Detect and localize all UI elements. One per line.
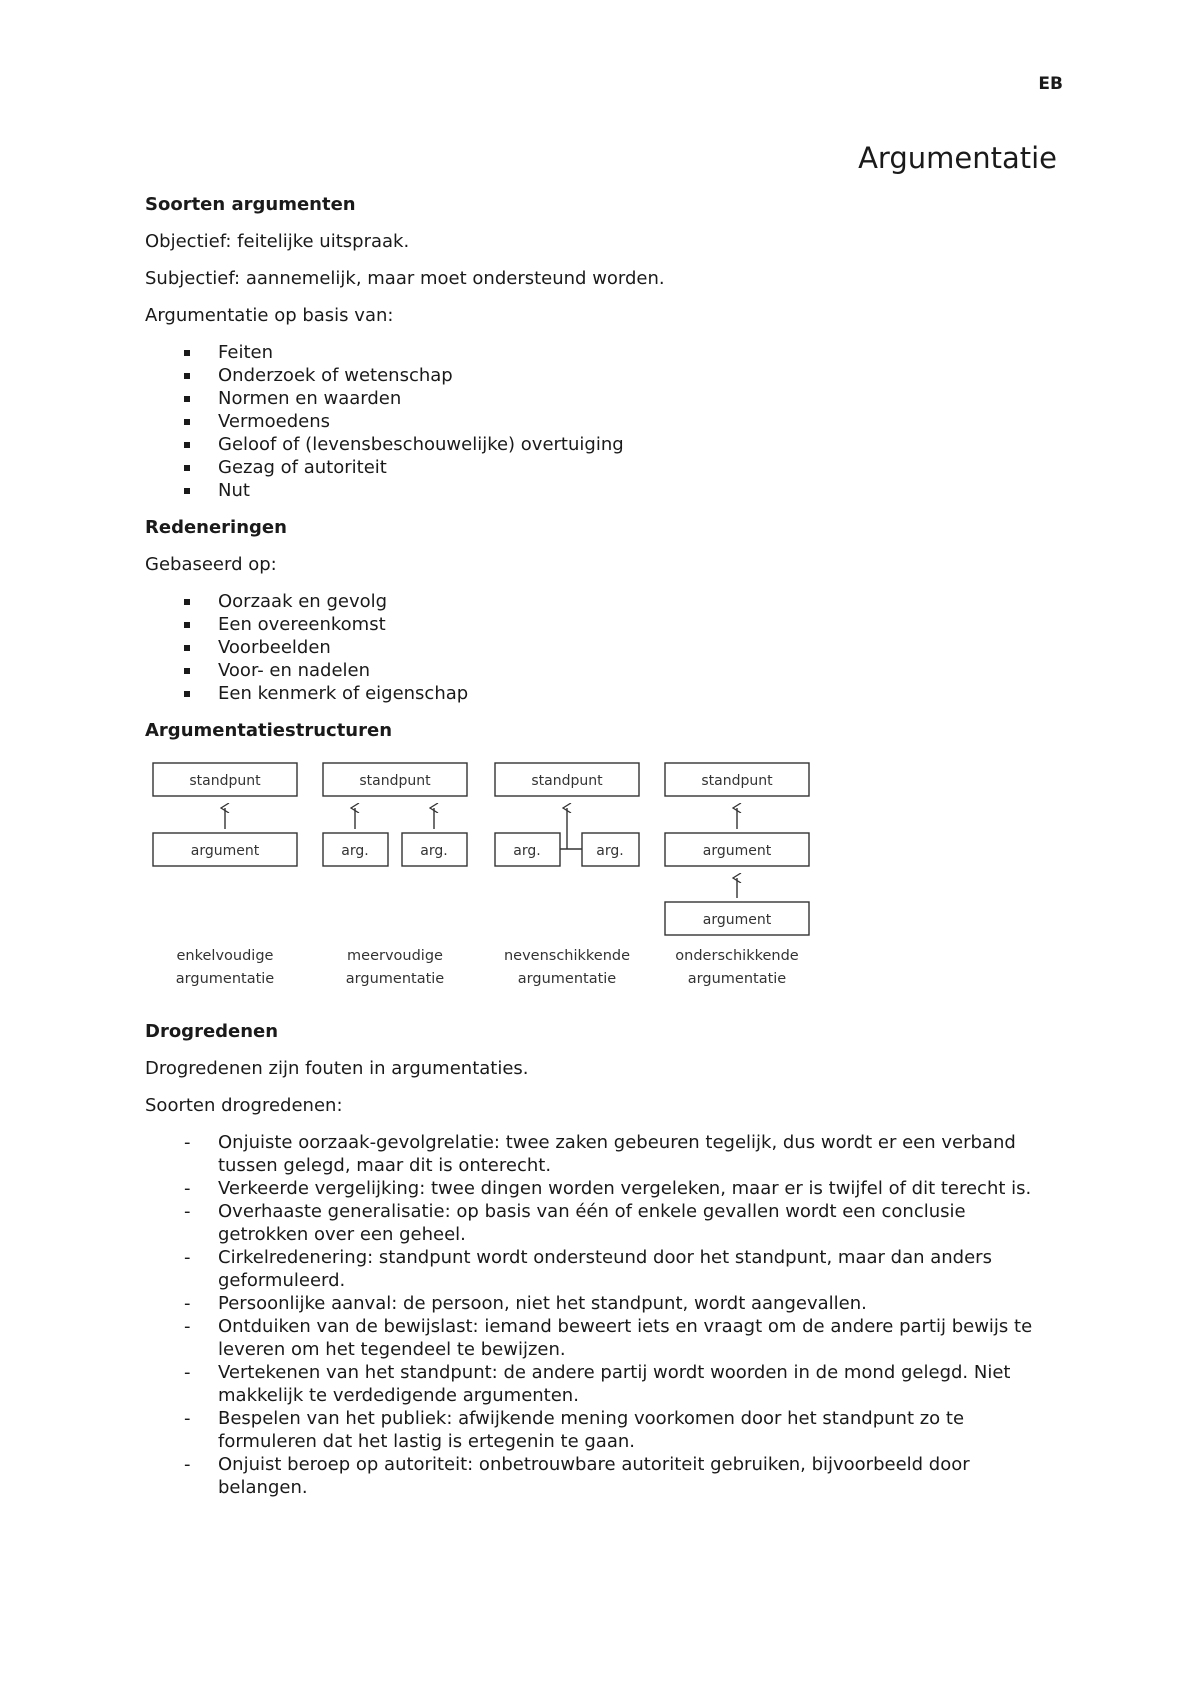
heading-redeneringen: Redeneringen: [145, 517, 287, 538]
list-item: Een overeenkomst: [145, 613, 1065, 636]
list-item: Oorzaak en gevolg: [145, 590, 1065, 613]
paragraph-subjectief: Subjectief: aannemelijk, maar moet ondersteund worden.: [145, 268, 665, 289]
list-item: - Bespelen van het publiek: afwijkende mening voorkomen door het standpunt zo te formuleren dat het lastig is ertegenin te gaan.: [145, 1407, 1065, 1453]
list-item: - Ontduiken van de bewijslast: iemand beweert iets en vraagt om de andere partij bewijs te leveren om het tegendeel te bewijzen.: [145, 1315, 1065, 1361]
list-item: - Verkeerde vergelijking: twee dingen worden vergeleken, maar er is twijfel of dit terecht is.: [145, 1177, 1065, 1200]
list-item: - Cirkelredenering: standpunt wordt ondersteund door het standpunt, maar dan anders geformuleerd.: [145, 1246, 1065, 1292]
label-argument-4a: argument: [702, 843, 772, 859]
list-argument-bases: [145, 341, 1065, 502]
label-arg-3a: arg.: [513, 843, 541, 859]
list-drogredenen: [145, 1131, 1065, 1499]
list-item: - Onjuiste oorzaak-gevolgrelatie: twee zaken gebeuren tegelijk, dus wordt er een verband tussen gelegd, maar dit is onterecht.: [145, 1131, 1065, 1177]
list-item: Feiten: [145, 341, 1065, 364]
heading-argumentatiestructuren: Argumentatiestructuren: [145, 720, 393, 741]
paragraph-soorten-drogredenen: Soorten drogredenen:: [145, 1095, 343, 1116]
label-arg-3b: arg.: [596, 843, 624, 859]
caption-4-line2: argumentatie: [687, 971, 787, 987]
paragraph-objectief: Objectief: feitelijke uitspraak.: [145, 231, 410, 252]
header-initials: EB: [1038, 74, 1063, 94]
argumentation-structures-diagram: [145, 756, 810, 1006]
list-item: Nut: [145, 479, 1065, 502]
label-argument-1: argument: [190, 843, 260, 859]
label-arg-2a: arg.: [341, 843, 369, 859]
page-title: Argumentatie: [858, 141, 1057, 175]
list-item: Vermoedens: [145, 410, 1065, 433]
diagram-svg: [145, 756, 810, 1006]
list-item: Onderzoek of wetenschap: [145, 364, 1065, 387]
document-content: [145, 193, 1065, 1499]
caption-1-line1: enkelvoudige: [176, 948, 274, 964]
label-standpunt-2: standpunt: [359, 773, 431, 789]
label-arg-2b: arg.: [420, 843, 448, 859]
list-item: - Persoonlijke aanval: de persoon, niet het standpunt, wordt aangevallen.: [145, 1292, 1065, 1315]
list-item: Geloof of (levensbeschouwelijke) overtuiging: [145, 433, 1065, 456]
paragraph-gebaseerd-op: Gebaseerd op:: [145, 554, 277, 575]
list-item: Een kenmerk of eigenschap: [145, 682, 1065, 705]
caption-3-line2: argumentatie: [517, 971, 617, 987]
list-item: - Overhaaste generalisatie: op basis van één of enkele gevallen wordt een conclusie getrokken over een geheel.: [145, 1200, 1065, 1246]
list-item: Voor- en nadelen: [145, 659, 1065, 682]
label-standpunt-3: standpunt: [531, 773, 603, 789]
caption-4-line1: onderschikkende: [675, 948, 799, 964]
list-item: - Vertekenen van het standpunt: de andere partij wordt woorden in de mond gelegd. Niet makkelijk te verdedigende argumenten.: [145, 1361, 1065, 1407]
label-standpunt-4: standpunt: [701, 773, 773, 789]
caption-2-line2: argumentatie: [345, 971, 445, 987]
label-argument-4b: argument: [702, 912, 772, 928]
caption-2-line1: meervoudige: [347, 948, 443, 964]
heading-soorten-argumenten: Soorten argumenten: [145, 194, 356, 215]
caption-1-line2: argumentatie: [175, 971, 275, 987]
list-item: - Onjuist beroep op autoriteit: onbetrouwbare autoriteit gebruiken, bijvoorbeeld door belangen.: [145, 1453, 1065, 1499]
list-item: Voorbeelden: [145, 636, 1065, 659]
label-standpunt-1: standpunt: [189, 773, 261, 789]
list-item: Gezag of autoriteit: [145, 456, 1065, 479]
list-item: Normen en waarden: [145, 387, 1065, 410]
caption-3-line1: nevenschikkende: [503, 948, 631, 964]
heading-drogredenen: Drogredenen: [145, 1021, 279, 1042]
list-redeneringen: [145, 590, 1065, 705]
paragraph-basis-van: Argumentatie op basis van:: [145, 305, 394, 326]
paragraph-drogredenen-def: Drogredenen zijn fouten in argumentaties.: [145, 1058, 529, 1079]
